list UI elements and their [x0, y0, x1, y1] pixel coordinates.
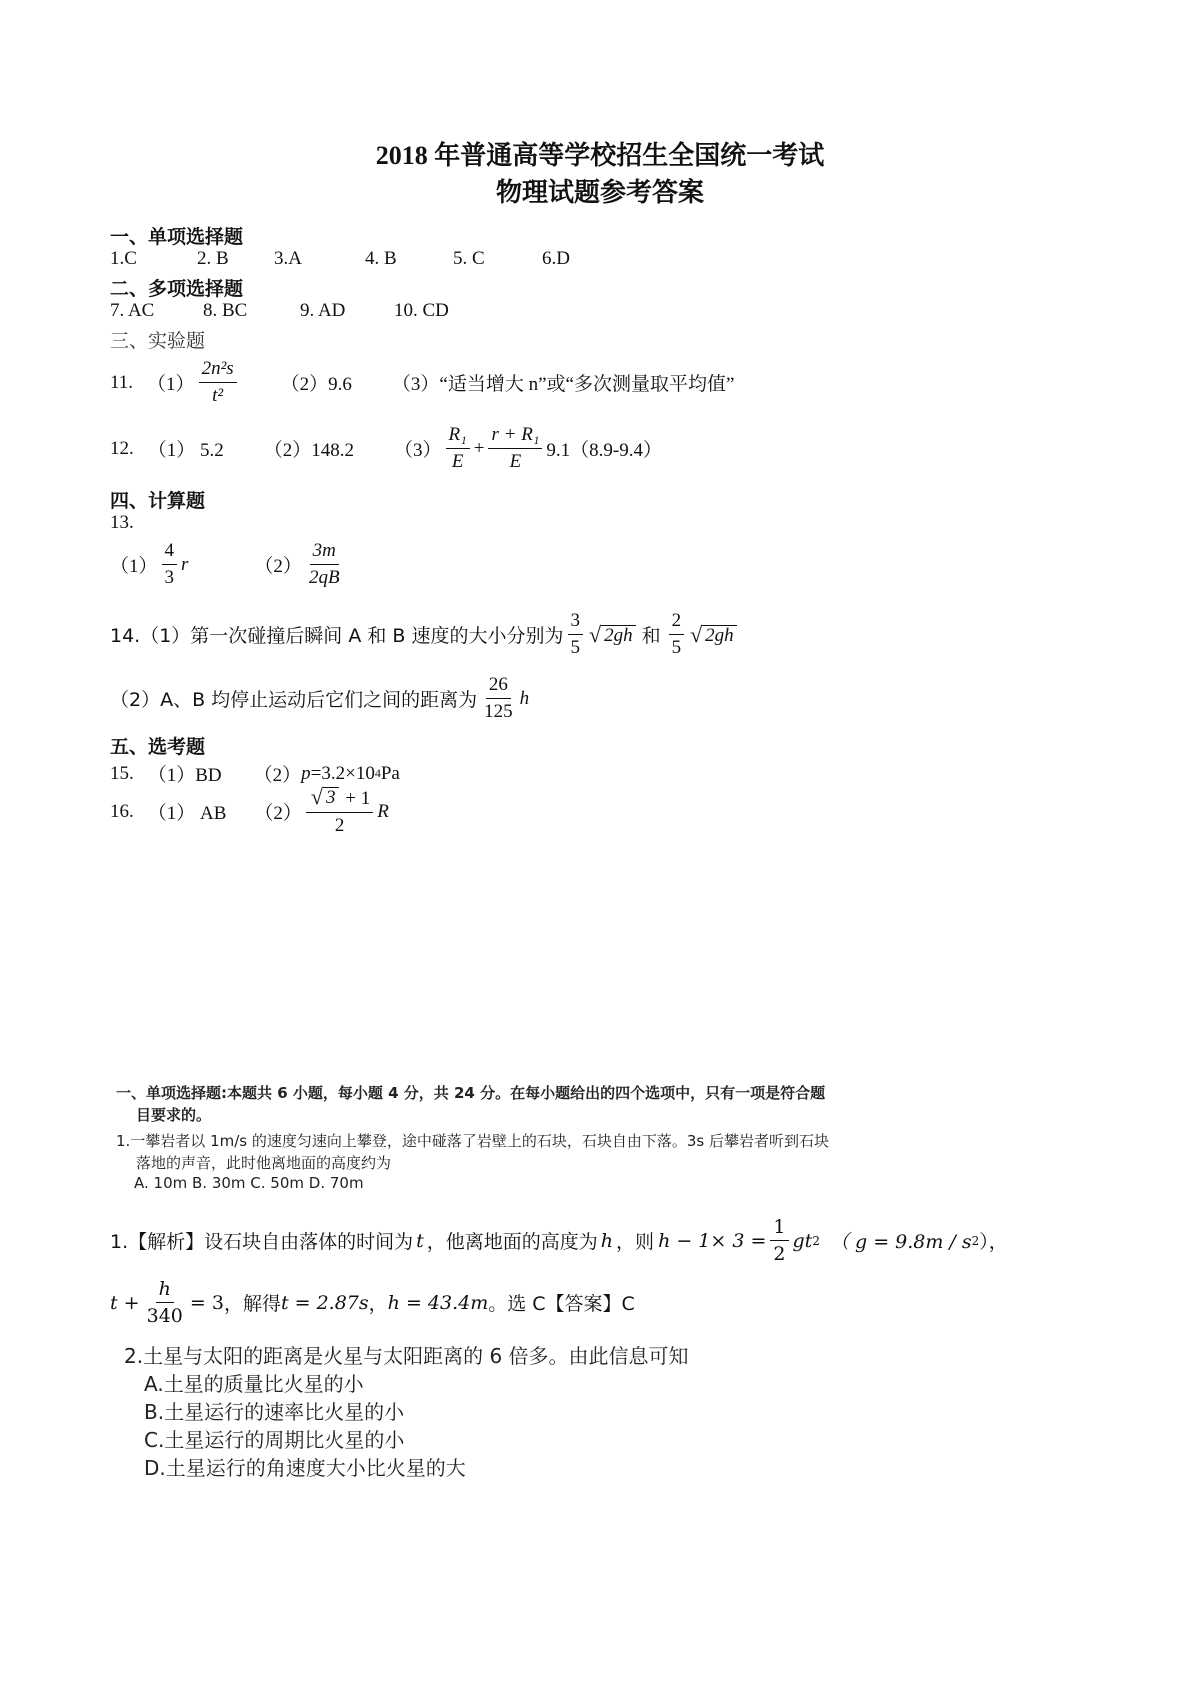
- q13-fraction-1: [162, 540, 178, 589]
- q15-variable-p: p: [301, 762, 311, 784]
- answer-8: 8. BC: [203, 300, 248, 321]
- answer-4: 4. B: [365, 248, 397, 269]
- q13-number: 13.: [110, 512, 134, 533]
- answer-2: 2. B: [197, 248, 229, 269]
- q16-variable-R: R: [377, 800, 389, 822]
- q12-fraction-2-denominator: E: [509, 451, 522, 472]
- q12-part1: （1） 5.2: [147, 440, 224, 461]
- q12-number: 12.: [110, 437, 134, 459]
- solution-text-c: ，则: [616, 1231, 655, 1253]
- solution-line2-h: h = 43.4m: [387, 1291, 489, 1314]
- q11-part1-label: （1）: [147, 374, 195, 395]
- q15-number: 15.: [110, 762, 134, 784]
- solution-line2-b: = 3: [189, 1291, 224, 1314]
- sqrt-sign-icon: √: [589, 621, 602, 647]
- answer-5: 5. C: [453, 248, 485, 269]
- answer-3: 3.A: [274, 248, 302, 269]
- q11-fraction-numerator: 2n²s: [199, 358, 237, 383]
- solution-eq1-fraction: [770, 1216, 788, 1265]
- sqrt-sign-icon: √: [310, 784, 323, 809]
- q14-part1-text: 14.（1）第一次碰撞后瞬间 A 和 B 速度的大小分别为: [110, 625, 564, 647]
- solution-text-b: ，他离地面的高度为: [426, 1231, 598, 1253]
- q16-sqrt-radicand: 3: [323, 787, 339, 808]
- single-choice-answers: [110, 248, 570, 270]
- q14-variable-h: h: [519, 687, 530, 709]
- q12-part3-label: （3）: [394, 440, 442, 461]
- q14-fraction-3-denominator: 125: [484, 701, 513, 722]
- answer-9: 9. AD: [300, 300, 346, 321]
- section-heading-multi-choice: 二、多项选择题: [110, 278, 244, 300]
- q16-numerator-tail: + 1: [340, 788, 371, 809]
- q11-fraction-denominator: t²: [212, 385, 224, 406]
- q12-fraction-2-numerator: r + R₁: [488, 424, 542, 449]
- solution-eq1-gravity-exponent: 2: [971, 1233, 980, 1248]
- section-heading-experiment: 三、实验题: [110, 330, 206, 352]
- q12-tail: 9.1（8.9-9.4）: [546, 440, 662, 461]
- q14-fraction-3: [481, 674, 516, 723]
- q16-fraction-denominator: 2: [334, 815, 345, 836]
- answer-10: 10. CD: [394, 300, 449, 321]
- solution-line2-fraction-denominator: 340: [146, 1305, 183, 1327]
- solution-var-t: t: [416, 1229, 424, 1252]
- solution-line2: [110, 1278, 635, 1327]
- q12-fraction-1-denominator: E: [451, 451, 464, 472]
- solution-eq1-gravity: （ g = 9.8m / s: [829, 1231, 972, 1253]
- section-heading-elective: 五、选考题: [110, 736, 206, 758]
- q14-sqrt-2: [690, 621, 737, 647]
- answer-6: 6.D: [542, 248, 570, 269]
- solution-eq1-exponent: 2: [812, 1233, 820, 1248]
- solution-line2-fraction-numerator: h: [156, 1278, 174, 1303]
- q13-part2-label: （2）: [254, 556, 302, 577]
- q15-value: =3.2×10: [310, 762, 375, 784]
- q14-fraction-1-denominator: 5: [570, 637, 580, 658]
- q13-fraction-2: [306, 540, 343, 589]
- solution-eq1-rhs: gt: [792, 1229, 813, 1252]
- solution-eq1-close: ），: [979, 1231, 1008, 1253]
- q14-sqrt-1: [589, 621, 636, 647]
- solution-line2-d: ，: [368, 1293, 388, 1315]
- q14-part2-text: （2）A、B 均停止运动后它们之间的距离为: [110, 689, 478, 711]
- sqrt-sign-icon: √: [690, 621, 703, 647]
- q14-fraction-1-numerator: 3: [568, 610, 584, 635]
- q15-exponent: 4: [374, 766, 381, 780]
- answer-11: [110, 358, 734, 407]
- multi-choice-answers: [110, 300, 449, 322]
- q13-fraction-2-numerator: 3m: [310, 540, 339, 565]
- q13-fraction-1-denominator: 3: [164, 567, 175, 588]
- q12-fraction-1: [446, 424, 470, 473]
- question-2-option-b: B.土星运行的速率比火星的小: [144, 1400, 405, 1424]
- question-2-option-d: D.土星运行的角速度大小比火星的大: [144, 1456, 466, 1480]
- question-intro-line1: 一、单项选择题:本题共 6 小题，每小题 4 分，共 24 分。在每小题给出的四个选项中，只有一项是符合题: [116, 1084, 826, 1102]
- answer-14-part2: [110, 674, 529, 723]
- solution-line2-a: t +: [110, 1291, 140, 1314]
- question-2-option-c: C.土星运行的周期比火星的小: [144, 1428, 405, 1452]
- q13-variable-r: r: [181, 553, 189, 575]
- question-1-line2: 落地的声音，此时他离地面的高度约为: [136, 1154, 392, 1172]
- q11-fraction: [199, 358, 237, 407]
- q16-fraction-numerator: [306, 786, 373, 813]
- question-1-line1: 1.一攀岩者以 1m/s 的速度匀速向上攀登，途中碰落了岩壁上的石块，石块自由下落。3s 后攀岩者听到石块: [116, 1132, 830, 1150]
- q12-fraction-2: [488, 424, 542, 473]
- q13-fraction-1-numerator: 4: [162, 540, 178, 565]
- q11-number: 11.: [110, 371, 134, 393]
- q12-fraction-1-numerator: R₁: [446, 424, 470, 449]
- q14-and: 和: [641, 625, 661, 647]
- solution-eq1-fraction-denominator: 2: [773, 1243, 786, 1265]
- question-2-stem: 2.土星与太阳的距离是火星与太阳距离的 6 倍多。由此信息可知: [124, 1344, 689, 1368]
- q11-part3: （3）“适当增大 n”或“多次测量取平均值”: [391, 374, 735, 395]
- q16-part2-label: （2）: [254, 803, 302, 824]
- q11-part2: （2）9.6: [280, 374, 352, 395]
- answer-16: [110, 786, 389, 837]
- solution-var-h: h: [600, 1229, 614, 1252]
- solution-line2-fraction: [144, 1278, 186, 1327]
- q14-fraction-1: [568, 610, 584, 659]
- solution-eq1-lhs: h − 1× 3 =: [658, 1229, 767, 1252]
- q12-part2: （2）148.2: [263, 440, 355, 461]
- answer-13: [110, 540, 347, 589]
- solution-line2-e: 。选 C【答案】C: [488, 1293, 635, 1315]
- answer-15: [110, 760, 400, 787]
- q14-fraction-3-numerator: 26: [486, 674, 511, 699]
- section-heading-calculation: 四、计算题: [110, 490, 206, 512]
- question-1-options: A. 10m B. 30m C. 50m D. 70m: [134, 1174, 364, 1192]
- q15-unit: Pa: [380, 762, 400, 784]
- q13-part1-label: （1）: [110, 556, 158, 577]
- q15-part2-label: （2）: [253, 765, 302, 786]
- page-title: 2018 年普通高等学校招生全国统一考试: [375, 141, 825, 170]
- section-heading-single-choice: 一、单项选择题: [110, 226, 244, 248]
- question-2-option-a: A.土星的质量比火星的小: [144, 1372, 364, 1396]
- q12-plus: +: [473, 437, 485, 459]
- question-intro-line2: 目要求的。: [136, 1106, 212, 1124]
- q14-fraction-2-numerator: 2: [669, 610, 685, 635]
- q16-part1: （1） AB: [147, 803, 227, 824]
- q14-fraction-2-denominator: 5: [671, 637, 682, 658]
- q16-fraction: [306, 786, 373, 837]
- q14-fraction-2: [669, 610, 685, 659]
- answer-1: 1.C: [110, 248, 137, 269]
- page-subtitle: 物理试题参考答案: [495, 178, 704, 207]
- answer-12: [110, 424, 662, 473]
- solution-line1: [110, 1216, 1008, 1265]
- solution-line2-c: ，解得: [223, 1293, 281, 1315]
- q14-sqrt-1-radicand: 2gh: [601, 625, 636, 646]
- q14-sqrt-2-radicand: 2gh: [702, 625, 737, 646]
- answer-14-part1: [110, 610, 739, 659]
- solution-line2-t: t = 2.87s: [280, 1291, 369, 1314]
- q16-number: 16.: [110, 800, 134, 822]
- q15-part1: （1）BD: [147, 765, 222, 786]
- solution-eq1-fraction-numerator: 1: [770, 1216, 788, 1241]
- q13-fraction-2-denominator: 2qB: [308, 567, 340, 588]
- solution-text-a: 1.【解析】设石块自由落体的时间为: [110, 1231, 414, 1253]
- answer-7: 7. AC: [110, 300, 155, 321]
